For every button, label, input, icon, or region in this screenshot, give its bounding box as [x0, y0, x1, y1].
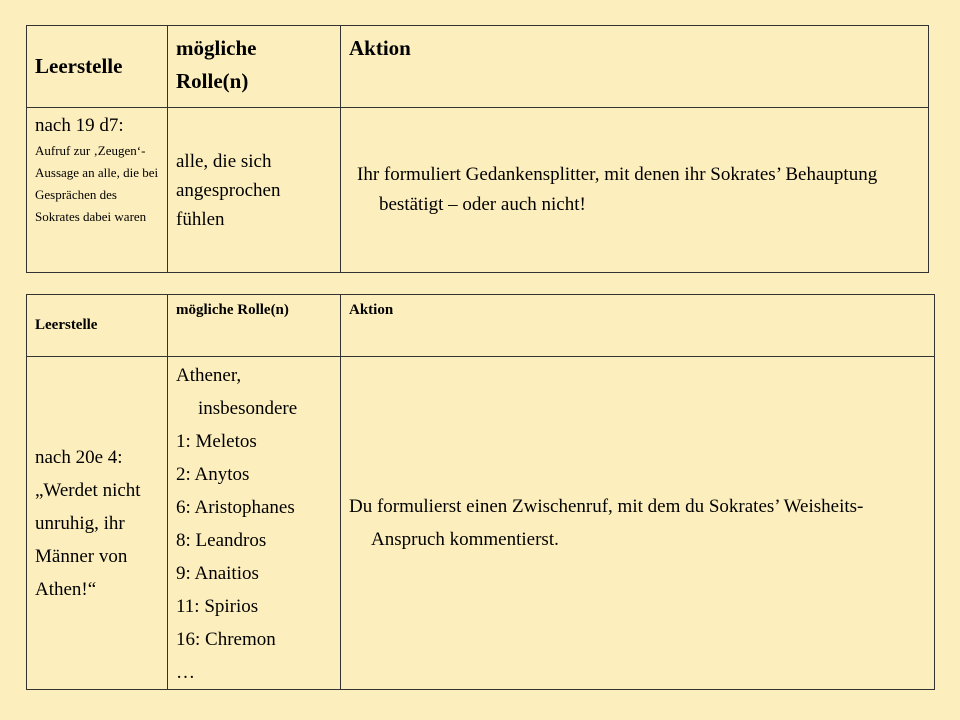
cell-leerstelle — [27, 108, 168, 273]
role-item: 8: Leandros — [176, 530, 267, 551]
role-item: 16: Chremon — [176, 629, 276, 650]
rolle-intro-2: insbesondere — [198, 398, 298, 419]
header-leerstelle: Leerstelle — [27, 295, 168, 357]
header-rolle: mögliche Rolle(n) — [168, 26, 341, 108]
role-item: 1: Meletos — [176, 431, 257, 452]
table-leerstelle-20e4 — [26, 294, 935, 690]
cell-aktion: Du formulierst einen Zwischenruf, mit dem du Sokrates’ Weisheits-Anspruch kommentierst. — [341, 357, 935, 690]
role-item: 2: Anytos — [176, 464, 250, 485]
cell-rolle: alle, die sich angesprochen fühlen — [168, 108, 341, 273]
table-header-row — [27, 26, 929, 108]
table-row — [27, 357, 935, 690]
role-item: 9: Anaitios — [176, 563, 259, 584]
role-item: 6: Aristophanes — [176, 497, 295, 518]
role-item: 11: Spirios — [176, 596, 259, 617]
leerstelle-lead: nach 19 d7: — [35, 115, 124, 136]
rolle-intro: Athener, — [176, 365, 242, 386]
cell-leerstelle: nach 20e 4: „Werdet nicht unruhig, ihr Männer von Athen!“ — [27, 357, 168, 690]
leerstelle-detail: Aufruf zur ‚Zeugen‘-Aussage an alle, die bei Gesprächen des Sokrates dabei waren — [35, 143, 159, 224]
cell-rolle — [168, 357, 341, 690]
header-aktion: Aktion — [341, 295, 935, 357]
role-item: … — [176, 662, 195, 683]
table-row — [27, 108, 929, 273]
table-header-row — [27, 295, 935, 357]
header-aktion: Aktion — [341, 26, 929, 108]
header-leerstelle: Leerstelle — [27, 26, 168, 108]
table-leerstelle-19d7 — [26, 25, 929, 273]
aktion-text: Ihr formuliert Gedankensplitter, mit denen ihr Sokrates’ Behauptung bestätigt – oder auch nicht! — [357, 164, 878, 215]
cell-aktion — [341, 108, 929, 273]
header-rolle: mögliche Rolle(n) — [168, 295, 341, 357]
